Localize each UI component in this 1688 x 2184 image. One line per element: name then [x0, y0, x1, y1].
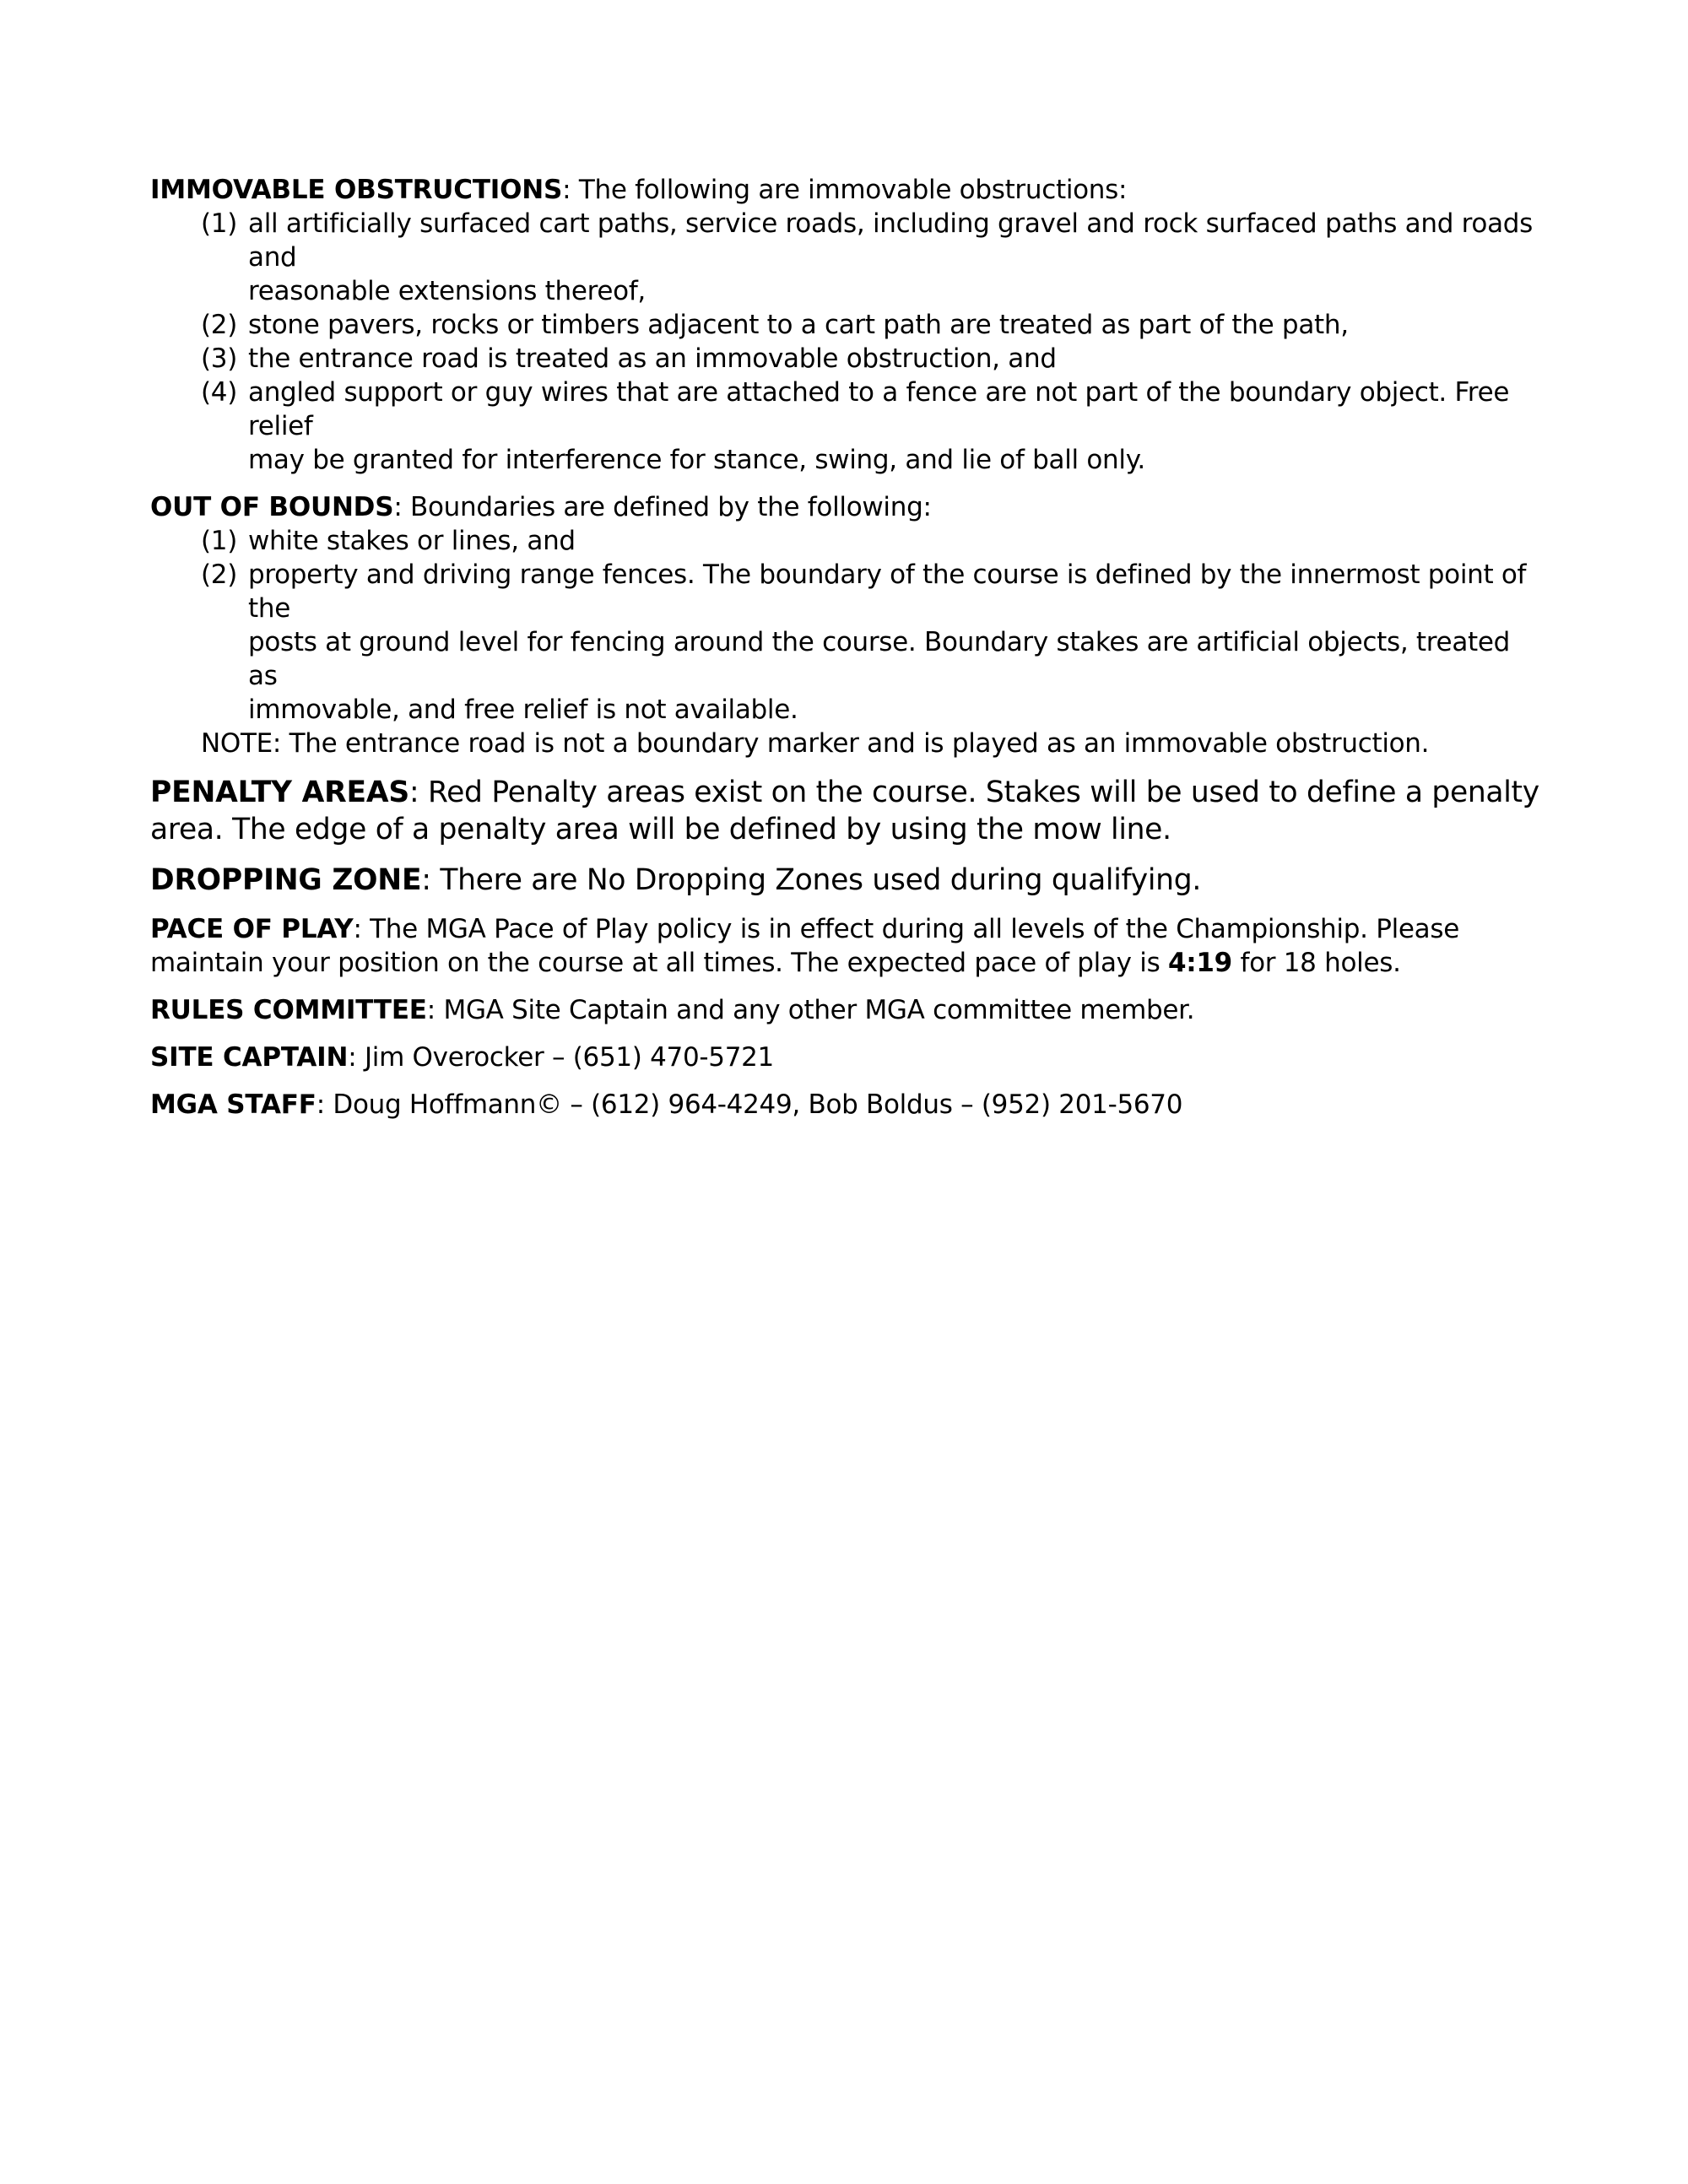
section-label: RULES COMMITTEE — [150, 995, 427, 1025]
item-text: white stakes or lines, and — [248, 526, 576, 556]
immovable-obstructions-heading — [150, 173, 1543, 207]
immovable-list — [150, 207, 1543, 477]
item-line: immovable, and free relief is not available. — [248, 695, 798, 725]
section-label: DROPPING ZONE — [150, 863, 422, 897]
section-label: MGA STAFF — [150, 1089, 316, 1120]
penalty-line — [150, 774, 1543, 811]
list-item — [201, 342, 1543, 376]
out-of-bounds-list — [150, 524, 1543, 727]
list-item — [201, 207, 1543, 308]
section-text: : Doug Hoffmann© – (612) 964-4249, Bob Boldus – (952) 201-5670 — [316, 1089, 1183, 1120]
item-text: stone pavers, rocks or timbers adjacent to a cart path are treated as part of the path, — [248, 310, 1349, 340]
penalty-line: area. The edge of a penalty area will be defined by using the mow line. — [150, 813, 1171, 846]
section-label: PENALTY AREAS — [150, 776, 410, 809]
section-text: : Red Penalty areas exist on the course. Stakes will be used to define a penalty — [409, 776, 1539, 809]
list-item — [201, 308, 1543, 342]
pace-of-play-section — [150, 912, 1543, 980]
item-number: (2) — [201, 310, 238, 340]
out-of-bounds-heading — [150, 490, 1543, 524]
list-item — [201, 376, 1543, 477]
item-text — [248, 558, 1543, 727]
item-line: may be granted for interference for stance, swing, and lie of ball only. — [248, 445, 1145, 475]
section-label: PACE OF PLAY — [150, 914, 354, 944]
item-number: (1) — [201, 208, 238, 239]
section-text: maintain your position on the course at all times. The expected pace of play is — [150, 948, 1168, 978]
rules-document — [150, 173, 1543, 1122]
item-number: (4) — [201, 377, 238, 408]
out-of-bounds-section — [150, 490, 1543, 760]
rules-committee-section — [150, 993, 1543, 1027]
item-line: reasonable extensions thereof, — [248, 276, 646, 306]
item-line: posts at ground level for fencing around the course. Boundary stakes are artificial objects, treated as — [248, 627, 1511, 691]
item-text — [248, 207, 1543, 308]
section-text: for 18 holes. — [1231, 948, 1401, 978]
list-item — [201, 558, 1543, 727]
immovable-obstructions-section — [150, 173, 1543, 477]
list-item — [201, 524, 1543, 558]
section-label: OUT OF BOUNDS — [150, 492, 394, 522]
section-text: : There are No Dropping Zones used during qualifying. — [421, 863, 1201, 897]
section-intro: : Boundaries are defined by the following: — [393, 492, 932, 522]
item-text: the entrance road is treated as an immovable obstruction, and — [248, 343, 1057, 374]
item-number: (3) — [201, 343, 238, 374]
pace-line — [150, 912, 1543, 946]
dropping-zone-section — [150, 862, 1543, 899]
boundary-note: NOTE: The entrance road is not a boundary marker and is played as an immovable obstruction. — [201, 728, 1430, 759]
pace-time: 4:19 — [1168, 948, 1232, 978]
item-number: (2) — [201, 560, 238, 590]
penalty-areas-section — [150, 774, 1543, 848]
section-text: : MGA Site Captain and any other MGA committee member. — [426, 995, 1195, 1025]
section-text: : The MGA Pace of Play policy is in effect during all levels of the Championship. Please — [353, 914, 1459, 944]
section-label: SITE CAPTAIN — [150, 1042, 349, 1073]
site-captain-section — [150, 1041, 1543, 1074]
item-text — [248, 376, 1543, 477]
item-line: angled support or guy wires that are attached to a fence are not part of the boundary object. Free relief — [248, 377, 1510, 441]
item-line: property and driving range fences. The boundary of the course is defined by the innermost point of the — [248, 560, 1527, 624]
item-line: all artificially surfaced cart paths, service roads, including gravel and rock surfaced paths and roads and — [248, 208, 1533, 273]
section-intro: : The following are immovable obstructions: — [562, 175, 1128, 205]
pace-line — [150, 946, 1543, 980]
mga-staff-section — [150, 1088, 1543, 1122]
section-text: : Jim Overocker – (651) 470-5721 — [348, 1042, 774, 1073]
section-label: IMMOVABLE OBSTRUCTIONS — [150, 175, 563, 205]
item-number: (1) — [201, 526, 238, 556]
